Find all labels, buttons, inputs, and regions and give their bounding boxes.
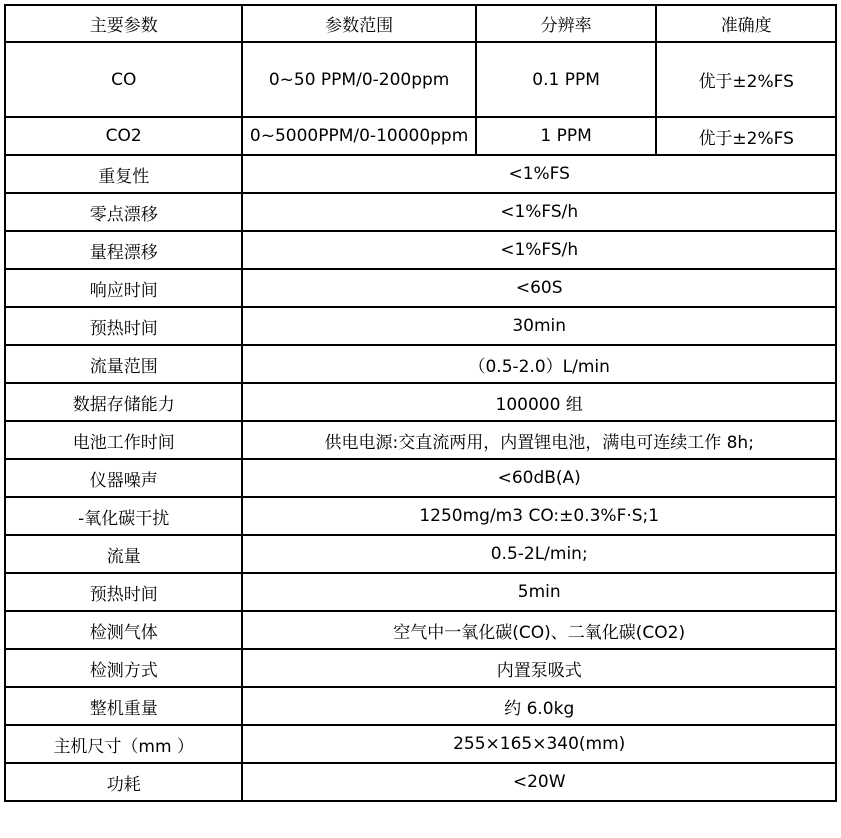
spec-param: 重复性 bbox=[5, 155, 242, 193]
spec-param: 流量范围 bbox=[5, 345, 242, 383]
spec-value: 100000 组 bbox=[242, 383, 836, 421]
spec-row bbox=[5, 687, 836, 725]
spec-value: 0.5-2L/min; bbox=[242, 535, 836, 573]
header-row bbox=[5, 5, 836, 42]
spec-value: 5min bbox=[242, 573, 836, 611]
spec-value: 255×165×340(mm) bbox=[242, 725, 836, 763]
gas-resolution: 1 PPM bbox=[476, 117, 657, 155]
spec-param: 仪器噪声 bbox=[5, 459, 242, 497]
spec-value: <1%FS/h bbox=[242, 193, 836, 231]
spec-value: 约 6.0kg bbox=[242, 687, 836, 725]
spec-row bbox=[5, 535, 836, 573]
spec-row bbox=[5, 193, 836, 231]
spec-param: 预热时间 bbox=[5, 307, 242, 345]
gas-range: 0~5000PPM/0-10000ppm bbox=[242, 117, 475, 155]
spec-param: 数据存储能力 bbox=[5, 383, 242, 421]
spec-table bbox=[4, 4, 837, 802]
gas-row-co2 bbox=[5, 117, 836, 155]
spec-param: 检测气体 bbox=[5, 611, 242, 649]
gas-param: CO bbox=[5, 42, 242, 117]
spec-value: （0.5-2.0）L/min bbox=[242, 345, 836, 383]
gas-param: CO2 bbox=[5, 117, 242, 155]
spec-row bbox=[5, 383, 836, 421]
header-param: 主要参数 bbox=[5, 5, 242, 42]
spec-value: 空气中一氧化碳(CO)、二氧化碳(CO2) bbox=[242, 611, 836, 649]
spec-param: 流量 bbox=[5, 535, 242, 573]
spec-row bbox=[5, 611, 836, 649]
spec-param: -氧化碳干扰 bbox=[5, 497, 242, 535]
spec-row bbox=[5, 573, 836, 611]
gas-accuracy: 优于±2%FS bbox=[656, 117, 836, 155]
spec-value: <1%FS bbox=[242, 155, 836, 193]
spec-param: 功耗 bbox=[5, 763, 242, 801]
spec-row bbox=[5, 269, 836, 307]
spec-row bbox=[5, 497, 836, 535]
spec-param: 电池工作时间 bbox=[5, 421, 242, 459]
spec-row bbox=[5, 649, 836, 687]
spec-param: 检测方式 bbox=[5, 649, 242, 687]
header-accuracy: 准确度 bbox=[656, 5, 836, 42]
spec-row bbox=[5, 725, 836, 763]
gas-accuracy: 优于±2%FS bbox=[656, 42, 836, 117]
spec-value: <60dB(A) bbox=[242, 459, 836, 497]
spec-param: 响应时间 bbox=[5, 269, 242, 307]
spec-value: 30min bbox=[242, 307, 836, 345]
header-range: 参数范围 bbox=[242, 5, 475, 42]
spec-param: 零点漂移 bbox=[5, 193, 242, 231]
spec-value: <60S bbox=[242, 269, 836, 307]
spec-row bbox=[5, 763, 836, 801]
spec-value: <1%FS/h bbox=[242, 231, 836, 269]
spec-value: 供电电源:交直流两用，内置锂电池，满电可连续工作 8h; bbox=[242, 421, 836, 459]
spec-row bbox=[5, 307, 836, 345]
spec-row bbox=[5, 231, 836, 269]
spec-param: 预热时间 bbox=[5, 573, 242, 611]
gas-range: 0~50 PPM/0-200ppm bbox=[242, 42, 475, 117]
gas-resolution: 0.1 PPM bbox=[476, 42, 657, 117]
header-resolution: 分辨率 bbox=[476, 5, 657, 42]
spec-row bbox=[5, 155, 836, 193]
spec-row bbox=[5, 421, 836, 459]
spec-param: 量程漂移 bbox=[5, 231, 242, 269]
spec-row bbox=[5, 459, 836, 497]
spec-value: 1250mg/m3 CO:±0.3%F·S;1 bbox=[242, 497, 836, 535]
spec-param: 整机重量 bbox=[5, 687, 242, 725]
spec-value: 内置泵吸式 bbox=[242, 649, 836, 687]
spec-value: <20W bbox=[242, 763, 836, 801]
spec-row bbox=[5, 345, 836, 383]
spec-param: 主机尺寸（mm ） bbox=[5, 725, 242, 763]
gas-row-co bbox=[5, 42, 836, 117]
